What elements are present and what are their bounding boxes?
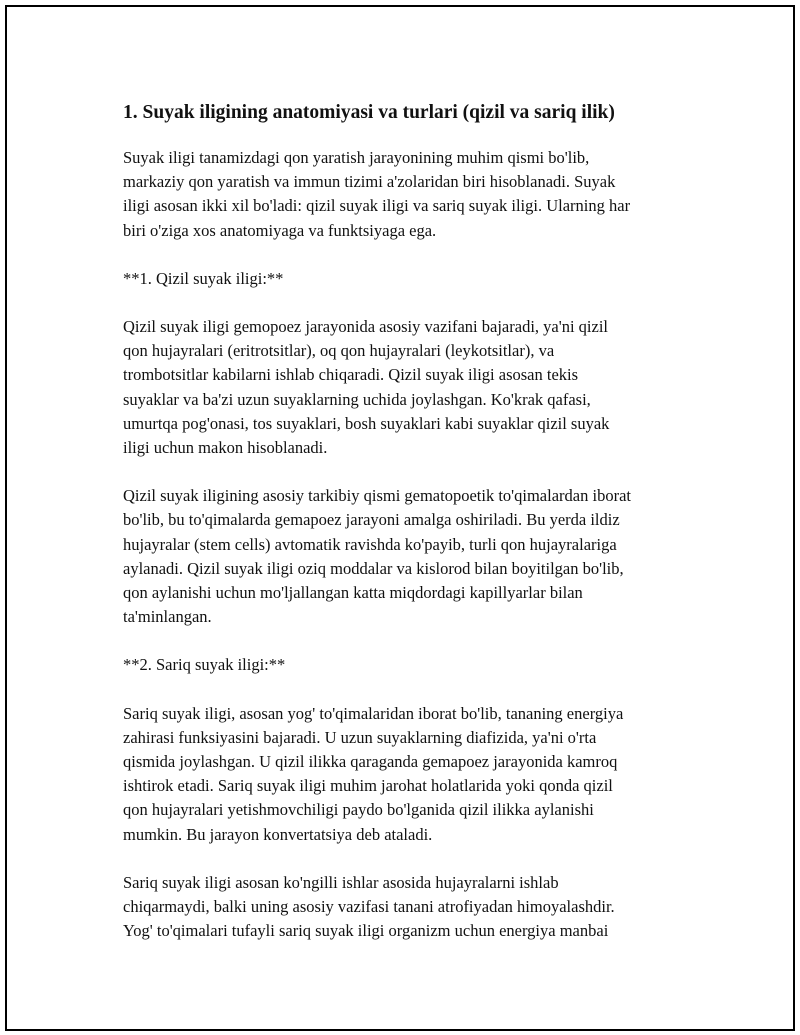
text-line: qon hujayralari (eritrotsitlar), oq qon hujayralari (leykotsitlar), va [123,341,555,361]
paragraph-yellow-marrow-function [123,702,723,847]
text-line: qon hujayralari yetishmovchiligi paydo bo'lganida qizil ilikka aylanishi [123,800,594,820]
paragraph-yellow-marrow-role [123,871,723,944]
text-line: markaziy qon yaratish va immun tizimi a'zolaridan biri hisoblanadi. Suyak [123,172,616,192]
paragraph-red-marrow-structure [123,484,723,629]
text-line: zahirasi funksiyasini bajaradi. U uzun suyaklarning diafizida, ya'ni o'rta [123,727,597,747]
page-title: 1. Suyak iligining anatomiyasi va turlari (qizil va sariq ilik) [123,102,615,123]
text-line: Suyak iligi tanamizdagi qon yaratish jarayonining muhim qismi bo'lib, [123,148,590,167]
paragraph-intro [123,146,723,243]
text-line: **1. Qizil suyak iligi:** [123,268,284,288]
text-line: biri o'ziga xos anatomiyaga va funktsiyaga ega. [123,220,437,240]
text-line: **2. Sariq suyak iligi:** [123,655,286,675]
section-heading-yellow-marrow [123,653,723,677]
section-heading-red-marrow [123,267,723,291]
text-line: aylanadi. Qizil suyak iligi oziq moddalar va kislorod bilan boyitilgan bo'lib, [123,558,624,578]
text-line: Yog' to'qimalari tufayli sariq suyak iligi organizm uchun energiya manbai [123,921,609,941]
document-body [123,99,723,967]
text-line: ishtirok etadi. Sariq suyak iligi muhim jarohat holatlarida yoki qonda qizil [123,776,613,796]
text-line: bo'lib, bu to'qimalarda gemapoez jarayoni amalga oshiriladi. Bu yerda ildiz [123,510,620,530]
text-line: trombotsitlar kabilarni ishlab chiqaradi. Qizil suyak iligi asosan tekis [123,365,579,385]
text-line: mumkin. Bu jarayon konvertatsiya deb ataladi. [123,824,433,844]
text-line: Qizil suyak iligi gemopoez jarayonida asosiy vazifani bajaradi, ya'ni qizil [123,317,608,337]
text-line: suyaklar va ba'zi uzun suyaklarning uchida joylashgan. Ko'krak qafasi, [123,389,591,409]
text-line: ta'minlangan. [123,607,212,627]
text-line: Qizil suyak iligining asosiy tarkibiy qismi gematopoetik to'qimalardan iborat [123,486,631,506]
text-line: umurtqa pog'onasi, tos suyaklari, bosh suyaklari kabi suyaklar qizil suyak [123,413,610,433]
page-frame [5,5,795,1031]
text-line: qon aylanishi uchun mo'ljallangan katta miqdordagi kapillyarlar bilan [123,583,583,603]
text-line: chiqarmaydi, balki uning asosiy vazifasi tanani atrofiyadan himoyalashdir. [123,897,615,917]
paragraph-red-marrow-function [123,315,723,460]
text-line: Sariq suyak iligi, asosan yog' to'qimalaridan iborat bo'lib, tananing energiya [123,703,624,723]
text-line: hujayralar (stem cells) avtomatik ravishda ko'payib, turli qon hujayralariga [123,534,617,554]
text-line: Sariq suyak iligi asosan ko'ngilli ishlar asosida hujayralarni ishlab [123,872,559,892]
text-line: iligi uchun makon hisoblanadi. [123,438,328,458]
text-line: qismida joylashgan. U qizil ilikka qaraganda gemapoez jarayonida kamroq [123,752,618,772]
text-line: iligi asosan ikki xil bo'ladi: qizil suyak iligi va sariq suyak iligi. Ularning har [123,196,631,216]
